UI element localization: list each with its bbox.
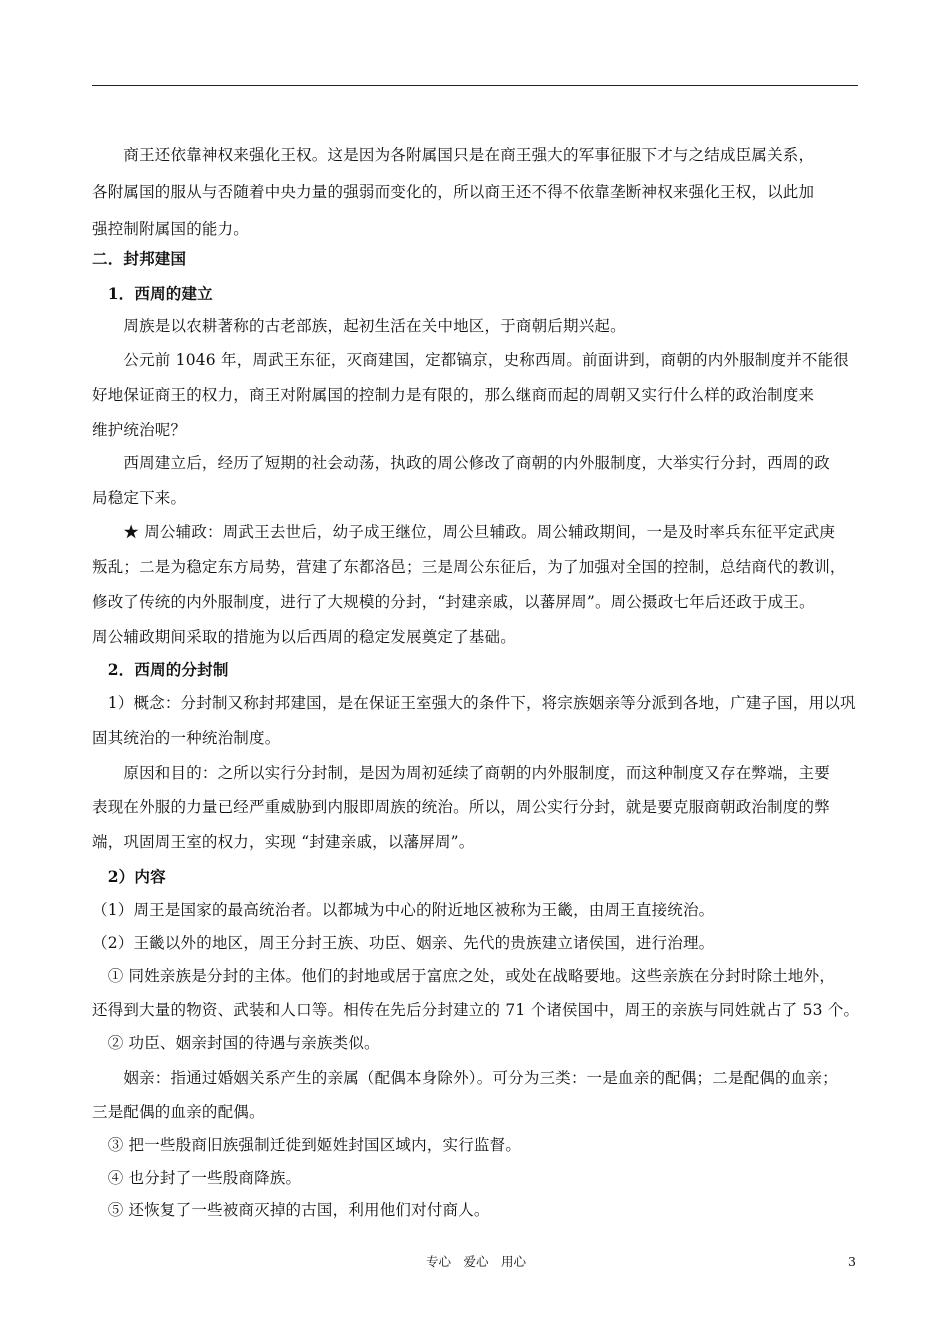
paragraph-line: 叛乱；二是为稳定东方局势，营建了东都洛邑；三是周公东征后，为了加强对全国的控制，总结商代的教训， (92, 558, 846, 576)
paragraph-line: 公元前 1046 年，周武王东征，灭商建国，定都镐京，史称西周。前面讲到，商朝的内外服制度并不能很 (92, 351, 850, 369)
paragraph-line: 原因和目的：之所以实行分封制，是因为周初延续了商朝的内外服制度，而这种制度又存在弊端，主要 (92, 764, 830, 782)
list-item: （1）周王是国家的最高统治者。以都城为中心的附近地区被称为王畿，由周王直接统治。 (92, 901, 715, 919)
list-item: ② 功臣、姻亲封国的待遇与亲族类似。 (92, 1034, 380, 1052)
subsection-heading: 1．西周的建立 (92, 284, 213, 303)
paragraph-line: ★ 周公辅政：周武王去世后，幼子成王继位，周公旦辅政。周公辅政期间，一是及时率兵东征平定武庚 (92, 523, 836, 541)
paragraph-line: 维护统治呢？ (92, 421, 187, 439)
paragraph-line: 表现在外服的力量已经严重威胁到内服即周族的统治。所以，周公实行分封，就是要克服商朝政治制度的弊 (92, 798, 830, 816)
paragraph-line: 三是配偶的血亲的配偶。 (92, 1103, 265, 1121)
paragraph-line: 强控制附属国的能力。 (92, 220, 250, 238)
subsection-heading: 2．西周的分封制 (92, 660, 229, 679)
list-item: ④ 也分封了一些殷商降族。 (92, 1169, 302, 1187)
paragraph-line: 商王还依靠神权来强化王权。这是因为各附属国只是在商王强大的军事征服下才与之结成臣属关系， (92, 146, 815, 164)
list-item: ③ 把一些殷商旧族强制迁徙到姬姓封国区域内，实行监督。 (92, 1136, 522, 1154)
footer-motto: 专心 爱心 用心 (426, 1254, 527, 1269)
list-item: （2）王畿以外的地区，周王分封王族、功臣、姻亲、先代的贵族建立诸侯国，进行治理。 (92, 934, 715, 952)
paragraph-line: 局稳定下来。 (92, 489, 187, 507)
header-rule (92, 85, 858, 86)
paragraph-line: 各附属国的服从与否随着中央力量的强弱而变化的，所以商王还不得不依靠垄断神权来强化王权，以此加 (92, 183, 815, 201)
paragraph-line: 姻亲：指通过婚姻关系产生的亲属（配偶本身除外）。可分为三类：一是血亲的配偶；二是配偶的血亲； (92, 1069, 838, 1087)
paragraph-line: 固其统治的一种统治制度。 (92, 729, 281, 747)
subsection-heading: 2）内容 (92, 867, 166, 886)
section-heading: 二．封邦建国 (92, 249, 187, 268)
paragraph-line: 西周建立后，经历了短期的社会动荡，执政的周公修改了商朝的内外服制度，大举实行分封，西周的政 (92, 454, 830, 472)
list-item: ⑤ 还恢复了一些被商灭掉的古国，利用他们对付商人。 (92, 1201, 490, 1219)
page-number: 3 (848, 1254, 856, 1269)
paragraph-line: 端，巩固周王室的权力，实现 “封建亲戚，以藩屏周”。 (92, 833, 475, 851)
paragraph-line: 周公辅政期间采取的措施为以后西周的稳定发展奠定了基础。 (92, 628, 516, 646)
list-item: ① 同姓亲族是分封的主体。他们的封地或居于富庶之处，或处在战略要地。这些亲族在分封时除土地外， (92, 967, 836, 985)
paragraph-line: 还得到大量的物资、武装和人口等。相传在先后分封建立的 71 个诸侯国中，周王的亲族与同姓就占了 53 个。 (92, 1001, 860, 1019)
paragraph-line: 修改了传统的内外服制度，进行了大规模的分封，“封建亲戚，以蕃屏周”。周公摄政七年后还政于成王。 (92, 593, 815, 611)
paragraph-line: 好地保证商王的权力，商王对附属国的控制力是有限的，那么继商而起的周朝又实行什么样的政治制度来 (92, 386, 815, 404)
paragraph-line: 周族是以农耕著称的古老部族，起初生活在关中地区，于商朝后期兴起。 (92, 317, 626, 335)
paragraph-line: 1）概念：分封制又称封邦建国，是在保证王室强大的条件下，将宗族姻亲等分派到各地，广建子国，用以巩 (92, 694, 856, 712)
